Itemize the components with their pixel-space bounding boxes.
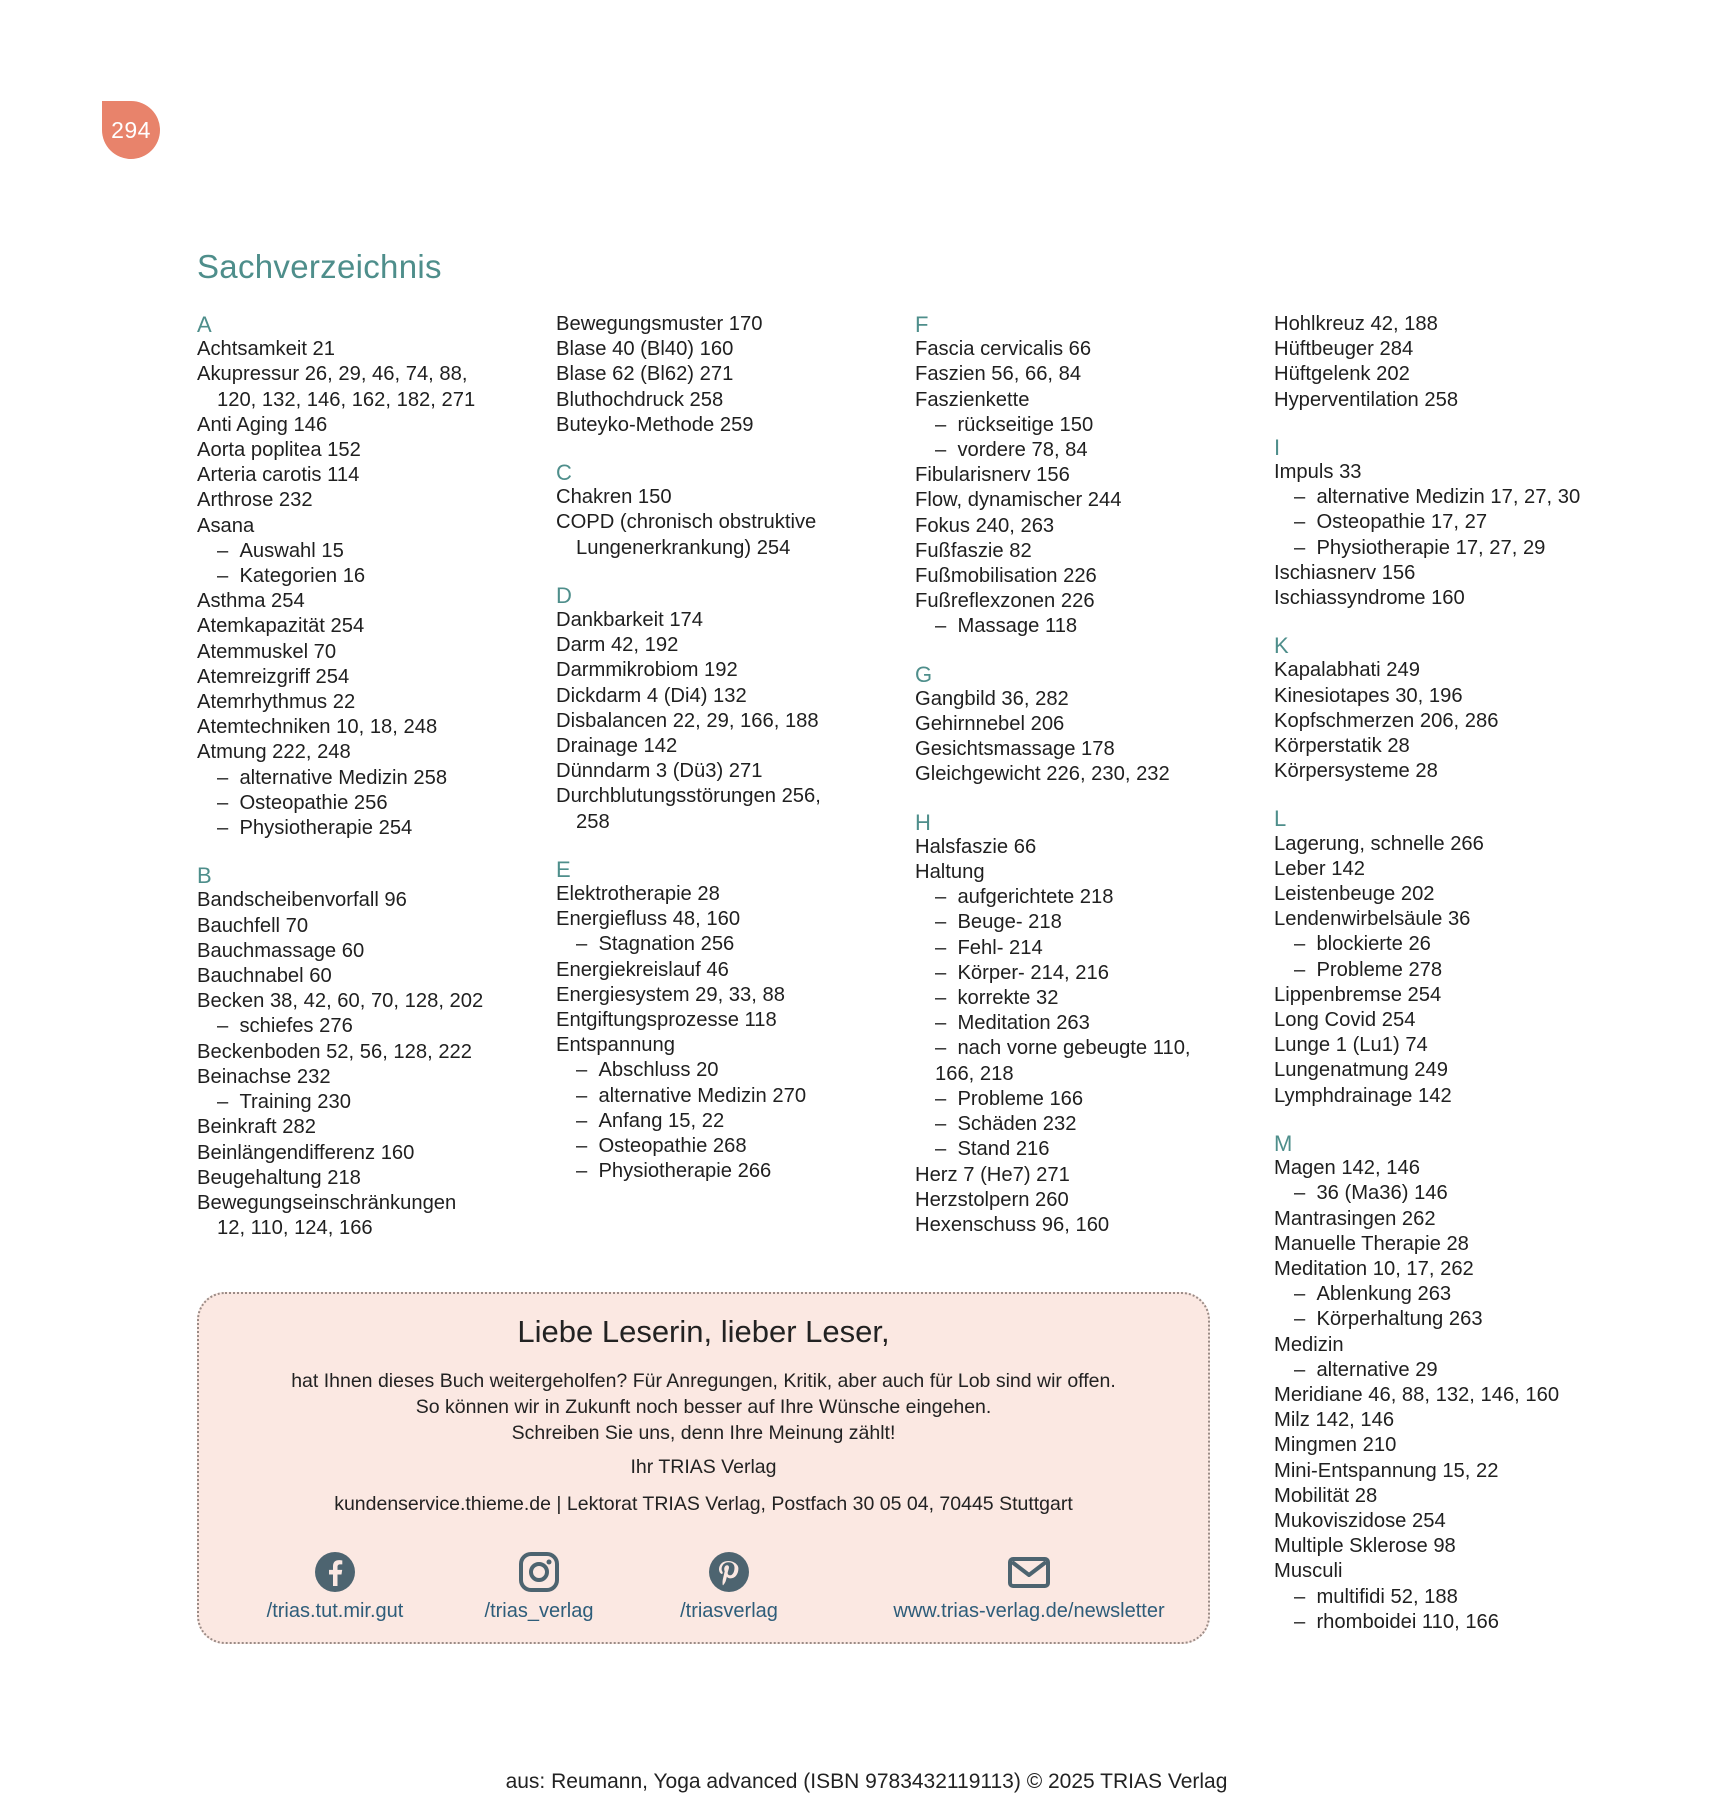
reader-box-line: hat Ihnen dieses Buch weitergeholfen? Für Anregungen, Kritik, aber auch für Lob sind wir offen.	[291, 1370, 1116, 1392]
reader-box-heading: Liebe Leserin, lieber Leser,	[517, 1314, 890, 1349]
index-entry: Lagerung, schnelle 266	[1274, 832, 1484, 855]
index-entry: Chakren 150	[556, 486, 672, 509]
index-subentry: – alternative Medizin 17, 27, 30	[1274, 485, 1634, 510]
index-entry: Fußmobilisation 226	[915, 565, 1097, 588]
social-links	[199, 1550, 1208, 1630]
index-entry: Magen 142, 146	[1274, 1157, 1420, 1180]
index-subentry: – alternative 29	[1274, 1358, 1634, 1383]
index-section	[1274, 435, 1634, 611]
index-entry-continuation: 258	[576, 810, 610, 833]
index-entry: Atemkapazität 254	[197, 615, 365, 638]
facebook-link[interactable]	[235, 1550, 435, 1623]
index-entry: Lippenbremse 254	[1274, 983, 1442, 1006]
reader-box-text	[199, 1368, 1208, 1446]
index-section	[1274, 312, 1634, 413]
reader-box-contact[interactable]: kundenservice.thieme.de | Lektorat TRIAS Verlag, Postfach 30 05 04, 70445 Stuttgart	[334, 1493, 1073, 1515]
index-section	[556, 857, 876, 1185]
index-letter-heading: H	[915, 809, 931, 835]
pinterest-link[interactable]	[659, 1550, 799, 1623]
index-entry: Bandscheibenvorfall 96	[197, 889, 407, 912]
index-subentry: – Probleme 278	[1274, 958, 1634, 983]
index-entry: Leistenbeuge 202	[1274, 883, 1435, 906]
index-entry: Durchblutungsstörungen 256,	[556, 785, 821, 808]
index-subentry: – Stand 216	[915, 1137, 1235, 1162]
newsletter-link-label[interactable]: www.trias-verlag.de/newsletter	[893, 1600, 1165, 1622]
index-entry: Faszien 56, 66, 84	[915, 363, 1082, 386]
reader-box-signature: Ihr TRIAS Verlag	[630, 1456, 777, 1478]
index-entry: Energiefluss 48, 160	[556, 908, 741, 931]
index-entry: Energiesystem 29, 33, 88	[556, 983, 785, 1006]
index-entry: Gangbild 36, 282	[915, 687, 1069, 710]
index-subentry: – Auswahl 15	[197, 539, 517, 564]
index-subentry: – Fehl- 214	[915, 936, 1235, 961]
index-entry: Ischiassyndrome 160	[1274, 587, 1465, 610]
index-entry: Beinachse 232	[197, 1065, 331, 1088]
index-letter-heading: M	[1274, 1130, 1293, 1156]
index-entry: Entgiftungsprozesse 118	[556, 1009, 777, 1032]
index-column	[915, 312, 1235, 1238]
page-title: Sachverzeichnis	[197, 248, 442, 285]
index-subentry: – Meditation 263	[915, 1011, 1235, 1036]
index-subentry: – Abschluss 20	[556, 1058, 876, 1083]
index-entry: Milz 142, 146	[1274, 1409, 1395, 1432]
index-entry: Atmung 222, 248	[197, 741, 351, 764]
index-entry: Lendenwirbelsäule 36	[1274, 908, 1471, 931]
facebook-link-label[interactable]: /trias.tut.mir.gut	[266, 1600, 404, 1622]
instagram-icon	[517, 1550, 561, 1594]
index-entry: Mukoviszidose 254	[1274, 1509, 1446, 1532]
index-entry: Gleichgewicht 226, 230, 232	[915, 763, 1170, 786]
index-entry: Medizin	[1274, 1333, 1344, 1356]
index-entry: Atemreizgriff 254	[197, 665, 350, 688]
index-entry: Bewegungsmuster 170	[556, 313, 763, 335]
index-subentry: – alternative Medizin 270	[556, 1084, 876, 1109]
index-entry: Ischiasnerv 156	[1274, 561, 1416, 584]
index-entry: Hyperventilation 258	[1274, 388, 1459, 411]
index-entry: Asana	[197, 514, 255, 537]
index-letter-heading: B	[197, 863, 212, 889]
index-letter-heading: L	[1274, 806, 1287, 832]
index-column	[197, 312, 517, 1241]
index-subentry: – alternative Medizin 258	[197, 766, 517, 791]
index-entry: Bauchnabel 60	[197, 965, 332, 988]
index-section	[197, 863, 517, 1241]
index-letter-heading: K	[1274, 633, 1289, 659]
index-entry-continuation: 12, 110, 124, 166	[217, 1217, 373, 1240]
index-entry: Becken 38, 42, 60, 70, 128, 202	[197, 990, 484, 1013]
index-entry: Dickdarm 4 (Di4) 132	[556, 684, 747, 707]
index-entry-continuation: Lungenerkrankung) 254	[576, 536, 791, 559]
index-entry: Lymphdrainage 142	[1274, 1084, 1452, 1107]
index-entry: Drainage 142	[556, 735, 678, 758]
index-entry: Fußreflexzonen 226	[915, 590, 1095, 613]
index-entry: Bauchfell 70	[197, 914, 309, 937]
index-subentry: – Schäden 232	[915, 1112, 1235, 1137]
pinterest-icon	[707, 1550, 751, 1594]
index-section	[1274, 1131, 1634, 1635]
index-section	[556, 583, 876, 835]
index-entry: Lunge 1 (Lu1) 74	[1274, 1034, 1428, 1057]
index-entry: Körpersysteme 28	[1274, 760, 1438, 783]
index-entry: Fibularisnerv 156	[915, 464, 1070, 487]
index-section	[915, 312, 1235, 640]
index-subentry: – Ablenkung 263	[1274, 1282, 1634, 1307]
index-section	[1274, 633, 1634, 784]
index-entry-continuation: 166, 218	[935, 1062, 1014, 1085]
index-entry: Flow, dynamischer 244	[915, 489, 1122, 512]
index-subentry: – Training 230	[197, 1090, 517, 1115]
index-subentry: – Körper- 214, 216	[915, 961, 1235, 986]
index-subentry: – aufgerichtete 218	[915, 885, 1235, 910]
index-column	[556, 312, 876, 1185]
index-entry: Hohlkreuz 42, 188	[1274, 313, 1438, 335]
index-entry: Asthma 254	[197, 590, 305, 613]
index-subentry: – Osteopathie 17, 27	[1274, 510, 1634, 535]
pinterest-link-label[interactable]: /triasverlag	[680, 1600, 778, 1622]
index-letter-heading: A	[197, 312, 212, 337]
index-entry: Kinesiotapes 30, 196	[1274, 684, 1463, 707]
index-entry: Beugehaltung 218	[197, 1166, 361, 1189]
index-section	[197, 312, 517, 841]
source-footer: aus: Reumann, Yoga advanced (ISBN 9783432119113) © 2025 TRIAS Verlag	[505, 1770, 1228, 1793]
index-entry: Musculi	[1274, 1560, 1343, 1583]
index-entry: Achtsamkeit 21	[197, 338, 336, 361]
index-subentry: – blockierte 26	[1274, 932, 1634, 957]
index-entry: Beckenboden 52, 56, 128, 222	[197, 1040, 473, 1063]
index-entry: Gehirnnebel 206	[915, 713, 1065, 736]
index-entry: Herzstolpern 260	[915, 1188, 1069, 1211]
index-section	[556, 460, 876, 561]
index-entry: Herz 7 (He7) 271	[915, 1163, 1070, 1186]
instagram-link[interactable]	[459, 1550, 619, 1623]
index-entry: Lungenatmung 249	[1274, 1059, 1448, 1082]
page-number-badge: 294	[102, 101, 160, 159]
index-entry: Buteyko-Methode 259	[556, 413, 754, 436]
index-entry: Meridiane 46, 88, 132, 146, 160	[1274, 1383, 1560, 1406]
index-entry: Multiple Sklerose 98	[1274, 1535, 1456, 1558]
index-entry: Fascia cervicalis 66	[915, 338, 1092, 361]
index-entry: Hexenschuss 96, 160	[915, 1213, 1110, 1236]
index-subentry: – vordere 78, 84	[915, 438, 1235, 463]
index-entry: Impuls 33	[1274, 461, 1362, 484]
index-entry: Mantrasingen 262	[1274, 1207, 1436, 1230]
index-entry: Gesichtsmassage 178	[915, 738, 1115, 761]
index-entry: Bluthochdruck 258	[556, 388, 724, 411]
index-subentry: – 36 (Ma36) 146	[1274, 1181, 1634, 1206]
index-entry: Mini-Entspannung 15, 22	[1274, 1459, 1499, 1482]
instagram-link-label[interactable]: /trias_verlag	[484, 1600, 594, 1622]
index-entry: Bauchmassage 60	[197, 939, 365, 962]
index-entry: Blase 62 (Bl62) 271	[556, 363, 734, 386]
mail-icon	[1007, 1550, 1051, 1594]
index-entry: Atemtechniken 10, 18, 248	[197, 716, 438, 739]
reader-box-line: So können wir in Zukunft noch besser auf Ihre Wünsche eingehen.	[415, 1396, 992, 1418]
index-entry: Atemmuskel 70	[197, 640, 337, 663]
index-subentry: – nach vorne gebeugte 110,	[915, 1036, 1235, 1061]
index-entry: Kapalabhati 249	[1274, 659, 1420, 682]
index-subentry: – Probleme 166	[915, 1087, 1235, 1112]
index-subentry: – multifidi 52, 188	[1274, 1585, 1634, 1610]
index-entry: Beinlängendifferenz 160	[197, 1141, 415, 1164]
index-subentry: – Physiotherapie 266	[556, 1159, 876, 1184]
index-entry: Meditation 10, 17, 262	[1274, 1257, 1474, 1280]
index-entry: Hüftbeuger 284	[1274, 338, 1414, 361]
index-entry: Disbalancen 22, 29, 166, 188	[556, 709, 819, 732]
index-letter-heading: I	[1274, 434, 1281, 460]
index-entry: Fußfaszie 82	[915, 539, 1032, 562]
index-entry: Halsfaszie 66	[915, 835, 1037, 858]
index-entry: Kopfschmerzen 206, 286	[1274, 709, 1499, 732]
index-subentry: – Osteopathie 268	[556, 1134, 876, 1159]
index-entry: Akupressur 26, 29, 46, 74, 88,	[197, 363, 468, 386]
index-subentry: – Stagnation 256	[556, 932, 876, 957]
index-letter-heading: E	[556, 856, 571, 882]
index-entry: Mingmen 210	[1274, 1434, 1397, 1457]
index-letter-heading: D	[556, 582, 572, 608]
index-letter-heading: F	[915, 312, 929, 337]
index-subentry: – rhomboidei 110, 166	[1274, 1610, 1634, 1635]
index-entry: Körperstatik 28	[1274, 735, 1410, 758]
index-entry: Atemrhythmus 22	[197, 691, 356, 714]
index-subentry: – Physiotherapie 17, 27, 29	[1274, 536, 1634, 561]
index-entry: Anti Aging 146	[197, 413, 328, 436]
index-entry: Dünndarm 3 (Dü3) 271	[556, 760, 763, 783]
index-section	[915, 810, 1235, 1238]
index-subentry: – schiefes 276	[197, 1014, 517, 1039]
index-subentry: – Beuge- 218	[915, 910, 1235, 935]
index-entry: Leber 142	[1274, 857, 1365, 880]
index-entry: COPD (chronisch obstruktive	[556, 511, 817, 534]
index-subentry: – Massage 118	[915, 614, 1235, 639]
index-entry-continuation: 120, 132, 146, 162, 182, 271	[217, 388, 476, 411]
index-subentry: – Kategorien 16	[197, 564, 517, 589]
index-entry: Darmmikrobiom 192	[556, 659, 738, 682]
index-entry: Faszienkette	[915, 388, 1030, 411]
index-entry: Fokus 240, 263	[915, 514, 1055, 537]
index-section	[1274, 806, 1634, 1108]
index-section	[556, 312, 876, 438]
index-entry: Elektrotherapie 28	[556, 883, 720, 906]
index-entry: Bewegungseinschränkungen	[197, 1191, 457, 1214]
index-column	[1274, 312, 1634, 1635]
index-entry: Energiekreislauf 46	[556, 958, 729, 981]
index-entry: Beinkraft 282	[197, 1116, 316, 1139]
index-entry: Darm 42, 192	[556, 634, 679, 657]
index-subentry: – Körperhaltung 263	[1274, 1307, 1634, 1332]
index-subentry: – Anfang 15, 22	[556, 1109, 876, 1134]
index-entry: Aorta poplitea 152	[197, 439, 361, 462]
index-letter-heading: C	[556, 460, 572, 486]
index-entry: Manuelle Therapie 28	[1274, 1232, 1469, 1255]
reader-box-line: Schreiben Sie uns, denn Ihre Meinung zählt!	[511, 1422, 896, 1444]
newsletter-link[interactable]	[879, 1550, 1179, 1623]
index-entry: Dankbarkeit 174	[556, 609, 704, 632]
index-subentry: – rückseitige 150	[915, 413, 1235, 438]
index-subentry: – Osteopathie 256	[197, 791, 517, 816]
index-entry: Arteria carotis 114	[197, 464, 360, 487]
index-entry: Arthrose 232	[197, 489, 313, 512]
index-letter-heading: G	[915, 661, 933, 687]
index-subentry: – Physiotherapie 254	[197, 816, 517, 841]
reader-feedback-box	[197, 1292, 1210, 1644]
index-subentry: – korrekte 32	[915, 986, 1235, 1011]
facebook-icon	[313, 1550, 357, 1594]
index-section	[915, 662, 1235, 788]
index-entry: Mobilität 28	[1274, 1484, 1378, 1507]
index-entry: Hüftgelenk 202	[1274, 363, 1410, 386]
index-entry: Long Covid 254	[1274, 1009, 1416, 1032]
index-entry: Entspannung	[556, 1034, 675, 1057]
index-entry: Blase 40 (Bl40) 160	[556, 338, 734, 361]
index-entry: Haltung	[915, 861, 985, 884]
